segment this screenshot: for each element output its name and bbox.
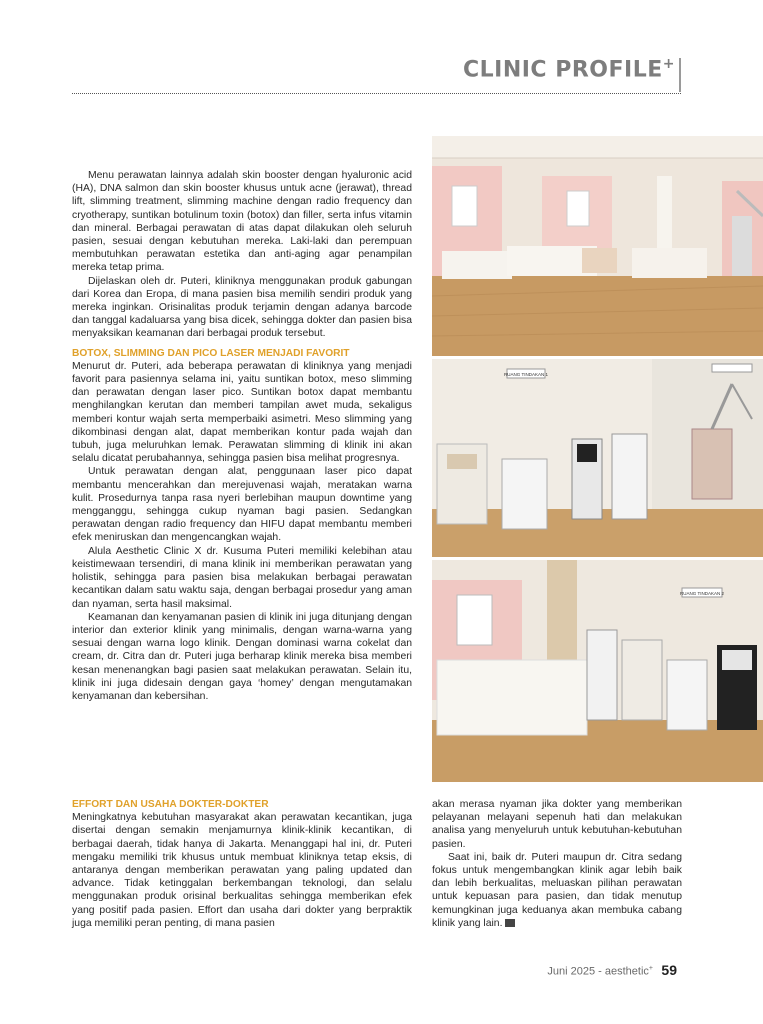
clinic-procedure-room-photo — [432, 560, 763, 782]
page-number: 59 — [661, 962, 677, 978]
paragraph: Menurut dr. Puteri, ada beberapa perawatan di kliniknya yang menjadi favorit para pasiennya selama ini, yaitu suntikan botox, meso slimming dan perawatan dengan laser pico. Suntikan botox dapat membantu menghilangkan kerutan dan memberi tampilan awet muda, sekaligus memberi kontur wajah serta memperbaiki asimetri. Meso slimming yang dikombinasi dengan alat, dapat memberikan kontur pada wajah dan tubuh, juga meluruhkan lemak. Perawatan slimming di klinik ini akan selalu dicatat perubahannya, sehingga pasien bisa melihat progresnya. — [72, 360, 412, 465]
header-divider — [679, 58, 681, 92]
paragraph: Saat ini, baik dr. Puteri maupun dr. Citra sedang fokus untuk mengembangkan klinik agar lebih baik dan lebih berkualitas, meluaskan pilihan perawatan untuk kepuasan para pasien, dan tidak menutup kemungkinan juga keduanya akan membuka cabang klinik yang lain. a+ — [432, 851, 682, 929]
section-title: CLINIC PROFILE+ — [462, 56, 675, 83]
article-bottom-right — [432, 798, 682, 930]
paragraph: Untuk perawatan dengan alat, penggunaan laser pico dapat membantu mencerahkan dan merejuvenasi wajah, meratakan warna kulit. Prosedurnya tanpa rasa nyeri berlebihan maupun downtime yang mengganggu, sehingga cukup nyaman bagi pasien. Sedangkan perawatan dengan radio frequency dan HIFU dapat membantu memberi efek meniruskan dan mengencangkan wajah. — [72, 466, 412, 544]
article-left-column — [72, 169, 412, 703]
room-sign: RUANG TINDAKAN 2 — [680, 591, 724, 596]
end-mark-icon: a+ — [505, 919, 515, 927]
subheading: BOTOX, SLIMMING DAN PICO LASER MENJADI FAVORIT — [72, 347, 350, 359]
paragraph: Alula Aesthetic Clinic X dr. Kusuma Puteri memiliki kelebihan atau keistimewaan tersendiri, di mana klinik ini memberikan perawatan yang holistik, sehingga para pasien bisa melakukan berbagai perawatan kecantikan dalam satu waktu saja, dengan berbagai prosedur yang aman dan nyaman, serta hasil maksimal. — [72, 545, 412, 610]
clinic-treatment-room-photo — [432, 136, 763, 356]
paragraph: Dijelaskan oleh dr. Puteri, kliniknya menggunakan produk gabungan dari Korea dan Eropa, di mana pasien bisa memilih sendiri produk yang mereka inginkan. Orisinalitas produk terjamin dengan adanya barcode dan tanggal kadaluarsa yang bisa dicek, sehingga dokter dan pasien bisa menyaksikan keamanan dari berbagai produk tersebut. — [72, 275, 412, 340]
header-dotted-rule — [72, 93, 681, 94]
paragraph: Meningkatnya kebutuhan masyarakat akan perawatan kecantikan, juga disertai dengan semakin menjamurnya klinik-klinik kecantikan, di berbagai daerah, tidak hanya di Jakarta. Menanggapi hal ini, dr. Puteri mengaku memiliki trik khusus untuk membuat kliniknya tetap eksis, di antaranya dengan memberikan perawatan yang paling updated dan advance. Tidak ketinggalan berkembangan teknologi, dan selalu menggunakan produk orisinal berkualitas sehingga memberikan efek yang positif pada pasien. Effort dan usaha dari dokter yang berpraktik juga memiliki peran penting, di mana pasien — [72, 812, 412, 929]
article-bottom-left — [72, 798, 412, 930]
footer-issue: Juni 2025 - aesthetic+ — [547, 965, 653, 978]
paragraph: Menu perawatan lainnya adalah skin booster dengan hyaluronic acid (HA), DNA salmon dan skin booster khusus untuk acne (jerawat), thread lift, slimming treatment, slimming machine dengan radio frequency dan cryotherapy, suntikan botulinum toxin (botox) dan filler, serta infus vitamin dan mineral. Berbagai perawatan di atas dapat dilakukan oleh seluruh pasien, sesuai dengan kebutuhan mereka. Laki-laki dan perempuan membutuhkan perawatan estetika dan anti-aging agar penampilan mereka tetap prima. — [72, 170, 412, 274]
room-sign: RUANG TINDAKAN 1 — [504, 372, 548, 377]
paragraph: Keamanan dan kenyamanan pasien di klinik ini juga ditunjang dengan interior dan exterior klinik yang minimalis, dengan warna-warna yang sesuai dengan warna logo klinik. Dengan dominasi warna cokelat dan cream, dr. Citra dan dr. Puteri juga berharap klinik mereka bisa memberi kesan menenangkan bagi pasien saat melakukan perawatan. Selain itu, klinik ini juga didesain dengan gaya ‘homey’ dengan mengutamakan kenyamanan dan kebersihan. — [72, 611, 412, 702]
paragraph: akan merasa nyaman jika dokter yang memberikan pelayanan melayani sepenuh hati dan melakukan analisa yang menyeluruh untuk kebutuhan-kebutuhan pasien. — [432, 799, 682, 850]
subheading: EFFORT DAN USAHA DOKTER-DOKTER — [72, 799, 269, 810]
clinic-equipment-photo — [432, 359, 763, 557]
